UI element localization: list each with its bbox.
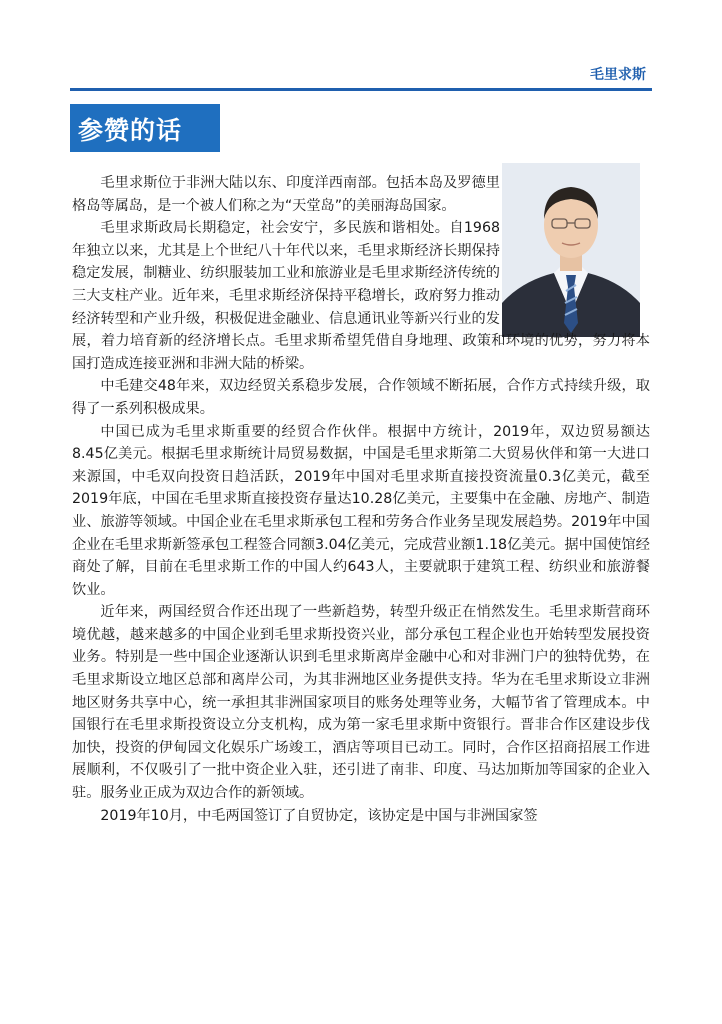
paragraph-politics-economy: 毛里求斯政局长期稳定，社会安宁，多民族和谐相处。自1968年独立以来，尤其是上个世纪八十年代以来，毛里求斯经济长期保持稳定发展，制糖业、纺织服装加工业和旅游业是毛里求斯经济传统的三大支柱产业。近年来，毛里求斯经济保持平稳增长，政府努力推动经济转型和产业升级，积极促进金融业、信息通讯业等新兴行业的发展，着力培育新的经济增长点。毛里求斯希望凭借自身地理、政策和环境的优势，努力将本国打造成连接亚洲和非洲大陆的桥梁。 [72,220,650,372]
paragraph-trade-partner: 中国已成为毛里求斯重要的经贸合作伙伴。根据中方统计，2019年，双边贸易额达8.45亿美元。根据毛里求斯统计局贸易数据，中国是毛里求斯第二大贸易伙伴和第一大进口来源国，中毛双向投资日趋活跃，2019年中国对毛里求斯直接投资流量0.3亿美元，截至2019年底，中国在毛里求斯直接投资存量达10.28亿美元，主要集中在金融、房地产、制造业、旅游等领域。中国企业在毛里求斯承包工程和劳务合作业务呈现发展趋势。2019年中国企业在毛里求斯新签承包工程签合同额3.04亿美元，完成营业额1.18亿美元。据中国使馆经商处了解，目前在毛里求斯工作的中国人约643人，主要就职于建筑工程、纺织业和旅游餐饮业。 [72,423,650,598]
paragraph-intro: 毛里求斯位于非洲大陆以东、印度洋西南部。包括本岛及罗德里格岛等属岛，是一个被人们称之为“天堂岛”的美丽海岛国家。 [72,175,500,214]
paragraph-new-trends: 近年来，两国经贸合作还出现了一些新趋势，转型升级正在悄然发生。毛里求斯营商环境优越，越来越多的中国企业到毛里求斯投资兴业，部分承包工程企业也开始转型发展投资业务。特别是一些中国企业逐渐认识到毛里求斯离岸金融中心和对非洲门户的独特优势，在毛里求斯设立地区总部和离岸公司，为其非洲地区业务提供支持。华为在毛里求斯设立非洲地区财务共享中心，统一承担其非洲国家项目的账务处理等业务，大幅节省了管理成本。中国银行在毛里求斯投资设立分支机构，成为第一家毛里求斯中资银行。晋非合作区建设步伐加快，投资的伊甸园文化娱乐广场竣工，酒店等项目已动工。同时，合作区招商招展工作进展顺利，不仅吸引了一批中资企业入驻，还引进了南非、印度、马达加斯加等国家的企业入驻。服务业正成为双边合作的新领域。 [72,604,650,802]
portrait-wrap-spacer [500,172,650,327]
paragraph-fta: 2019年10月，中毛两国签订了自贸协定，该协定是中国与非洲国家签 [100,807,538,824]
article-body [72,172,650,827]
running-header-title: 毛里求斯 [590,67,646,83]
section-title: 参赞的话 [78,116,183,145]
header-rule [70,88,652,91]
paragraph-bilateral: 中毛建交48年来，双边经贸关系稳步发展，合作领域不断拓展，合作方式持续升级，取得了一系列积极成果。 [72,378,650,417]
